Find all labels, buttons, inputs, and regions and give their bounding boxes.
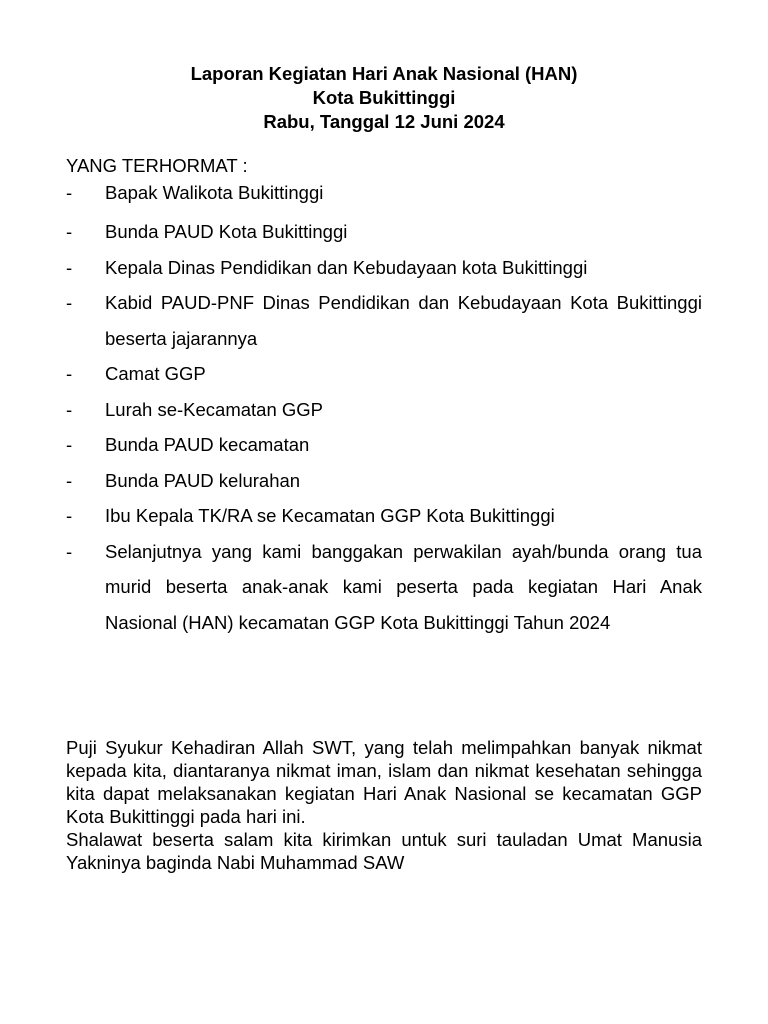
recipient-item [66, 179, 702, 206]
bullet-dash: - [66, 256, 73, 278]
recipient-text: Kepala Dinas Pendidikan dan Kebudayaan kota Bukittinggi [105, 256, 588, 278]
recipient-item [66, 214, 702, 250]
bullet-dash: - [66, 434, 73, 455]
title-line-1: Laporan Kegiatan Hari Anak Nasional (HAN) [190, 63, 578, 84]
bullet-dash: - [66, 469, 73, 491]
body-text [66, 736, 702, 874]
recipient-text: Kabid PAUD-PNF Dinas Pendidikan dan Kebudayaan Kota Bukittinggi beserta jajarannya [105, 292, 702, 349]
recipient-text: Lurah se-Kecamatan GGP [105, 398, 323, 420]
recipient-item [66, 356, 702, 392]
recipient-item [66, 285, 702, 356]
recipient-text: Bunda PAUD Kota Bukittinggi [105, 221, 348, 242]
recipient-item [66, 463, 702, 499]
recipient-text: Camat GGP [105, 363, 206, 384]
recipient-item [66, 427, 702, 463]
body-paragraph-1: Puji Syukur Kehadiran Allah SWT, yang telah melimpahkan banyak nikmat kepada kita, diantaranya nikmat iman, islam dan nikmat kesehatan sehingga kita dapat melaksanakan kegiatan Hari Anak Nasional se kecamatan GGP Kota Bukittinggi pada hari ini. [66, 737, 702, 827]
recipient-text: Bunda PAUD kelurahan [105, 469, 301, 491]
recipient-text: Selanjutnya yang kami banggakan perwakilan ayah/bunda orang tua murid beserta anak-anak kami peserta pada kegiatan Hari Anak Nasional (HAN) kecamatan GGP Kota Bukittinggi Tahun 2024 [105, 540, 702, 633]
bullet-dash: - [66, 540, 73, 562]
body-paragraph-2: Shalawat beserta salam kita kirimkan untuk suri tauladan Umat Manusia Yakninya baginda Nabi Muhammad SAW [66, 829, 702, 873]
bullet-dash: - [66, 505, 73, 526]
bullet-dash: - [66, 221, 73, 242]
recipient-list [66, 179, 702, 640]
recipient-item [66, 534, 702, 641]
document-title [66, 62, 702, 134]
bullet-dash: - [66, 292, 73, 313]
recipient-text: Bapak Walikota Bukittinggi [105, 182, 324, 203]
bullet-dash: - [66, 398, 73, 420]
recipient-item [66, 392, 702, 428]
salutation: YANG TERHORMAT : [66, 155, 248, 176]
title-line-2: Kota Bukittinggi [312, 87, 456, 108]
recipient-item [66, 250, 702, 286]
bullet-dash: - [66, 182, 73, 203]
recipient-item [66, 498, 702, 534]
bullet-dash: - [66, 363, 73, 384]
recipient-text: Bunda PAUD kecamatan [105, 434, 310, 455]
title-line-3: Rabu, Tanggal 12 Juni 2024 [263, 111, 505, 132]
recipient-text: Ibu Kepala TK/RA se Kecamatan GGP Kota Bukittinggi [105, 505, 555, 526]
